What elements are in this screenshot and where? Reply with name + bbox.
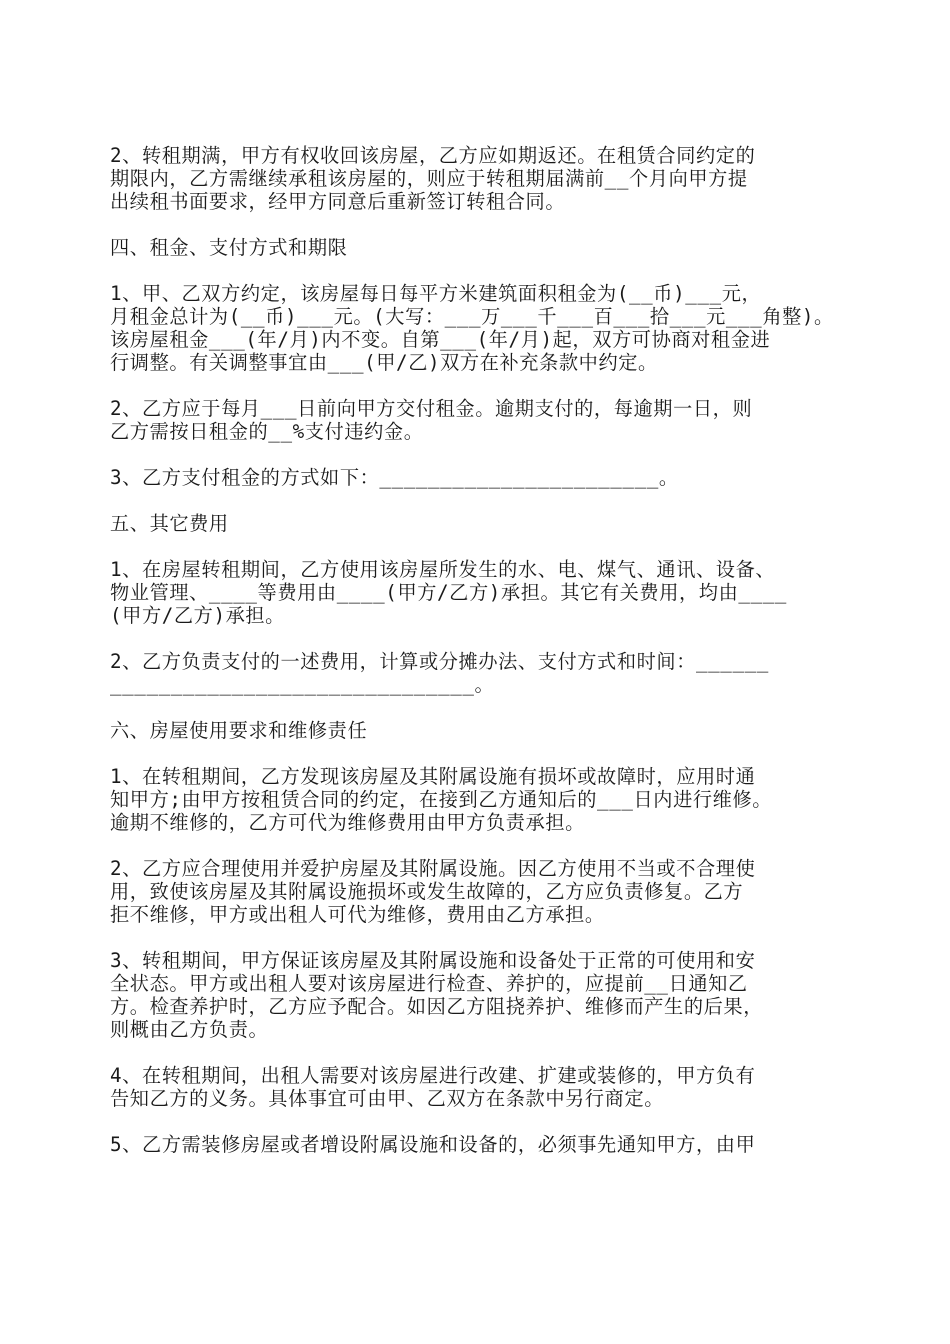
section-heading — [110, 719, 845, 742]
text-line: 告知乙方的义务。具体事宜可由甲、乙双方在条款中另行商定。 — [110, 1087, 665, 1110]
text-line: 月租金总计为(__币)___元。(大写：___万___千___百___拾___元___角整)。 — [110, 305, 834, 328]
text-line: (甲方/乙方)承担。 — [110, 604, 285, 627]
clause-paragraph — [110, 282, 845, 374]
text-line: 乙方需按日租金的__%支付违约金。 — [110, 420, 424, 443]
clause-paragraph — [110, 558, 845, 627]
contract-page — [110, 144, 845, 1156]
section-heading — [110, 236, 845, 259]
clause-paragraph — [110, 857, 845, 926]
section-heading — [110, 512, 845, 535]
clause-paragraph — [110, 1064, 845, 1110]
text-line: 4、在转租期间，出租人需要对该房屋进行改建、扩建或装修的，甲方负有 — [110, 1064, 756, 1087]
clause-paragraph — [110, 765, 845, 834]
text-line: 拒不维修，甲方或出租人可代为维修，费用由乙方承担。 — [110, 903, 605, 926]
clause-paragraph — [110, 397, 845, 443]
clause-paragraph — [110, 1133, 845, 1156]
text-line: 方。检查养护时，乙方应予配合。如因乙方阻挠养护、维修而产生的后果， — [110, 995, 763, 1018]
text-line: 期限内，乙方需继续承租该房屋的，则应于转租期届满前__个月向甲方提 — [110, 167, 748, 190]
text-line: 知甲方;由甲方按租赁合同的约定，在接到乙方通知后的___日内进行维修。 — [110, 788, 773, 811]
clause-paragraph — [110, 144, 845, 213]
text-line: ______________________________。 — [110, 673, 495, 696]
text-line: 1、在房屋转租期间，乙方使用该房屋所发生的水、电、煤气、通讯、设备、 — [110, 558, 776, 581]
text-line: 全状态。甲方或出租人要对该房屋进行检查、养护的，应提前__日通知乙 — [110, 972, 748, 995]
clause-paragraph — [110, 650, 845, 696]
text-line: 出续租书面要求，经甲方同意后重新签订转租合同。 — [110, 190, 566, 213]
text-line: 则概由乙方负责。 — [110, 1018, 269, 1041]
text-line: 逾期不维修的，乙方可代为维修费用由甲方负责承担。 — [110, 811, 585, 834]
text-line: 2、乙方应于每月___日前向甲方交付租金。逾期支付的，每逾期一日，则 — [110, 397, 753, 420]
text-line: 1、甲、乙双方约定，该房屋每日每平方米建筑面积租金为(__币)___元， — [110, 282, 762, 305]
text-line: 1、在转租期间，乙方发现该房屋及其附属设施有损坏或故障时，应用时通 — [110, 765, 756, 788]
text-line: 2、乙方负责支付的一述费用，计算或分摊办法、支付方式和时间：______ — [110, 650, 769, 673]
text-line: 行调整。有关调整事宜由___(甲/乙)双方在补充条款中约定。 — [110, 351, 658, 374]
text-line: 2、乙方应合理使用并爱护房屋及其附属设施。因乙方使用不当或不合理使 — [110, 857, 756, 880]
text-line: 2、转租期满，甲方有权收回该房屋，乙方应如期返还。在租赁合同约定的 — [110, 144, 756, 167]
clause-paragraph — [110, 949, 845, 1041]
text-line: 5、乙方需装修房屋或者增设附属设施和设备的，必须事先通知甲方，由甲 — [110, 1133, 756, 1156]
text-line: 3、乙方支付租金的方式如下：_______________________。 — [110, 466, 679, 489]
text-line: 该房屋租金___(年/月)内不变。自第___(年/月)起，双方可协商对租金进 — [110, 328, 771, 351]
text-line: 六、房屋使用要求和维修责任 — [110, 719, 368, 742]
text-line: 用，致使该房屋及其附属设施损坏或发生故障的，乙方应负责修复。乙方 — [110, 880, 744, 903]
text-line: 四、租金、支付方式和期限 — [110, 236, 348, 259]
text-line: 3、转租期间，甲方保证该房屋及其附属设施和设备处于正常的可使用和安 — [110, 949, 756, 972]
clause-paragraph — [110, 466, 845, 489]
text-line: 物业管理、____等费用由____(甲方/乙方)承担。其它有关费用，均由____ — [110, 581, 787, 604]
text-line: 五、其它费用 — [110, 512, 229, 535]
